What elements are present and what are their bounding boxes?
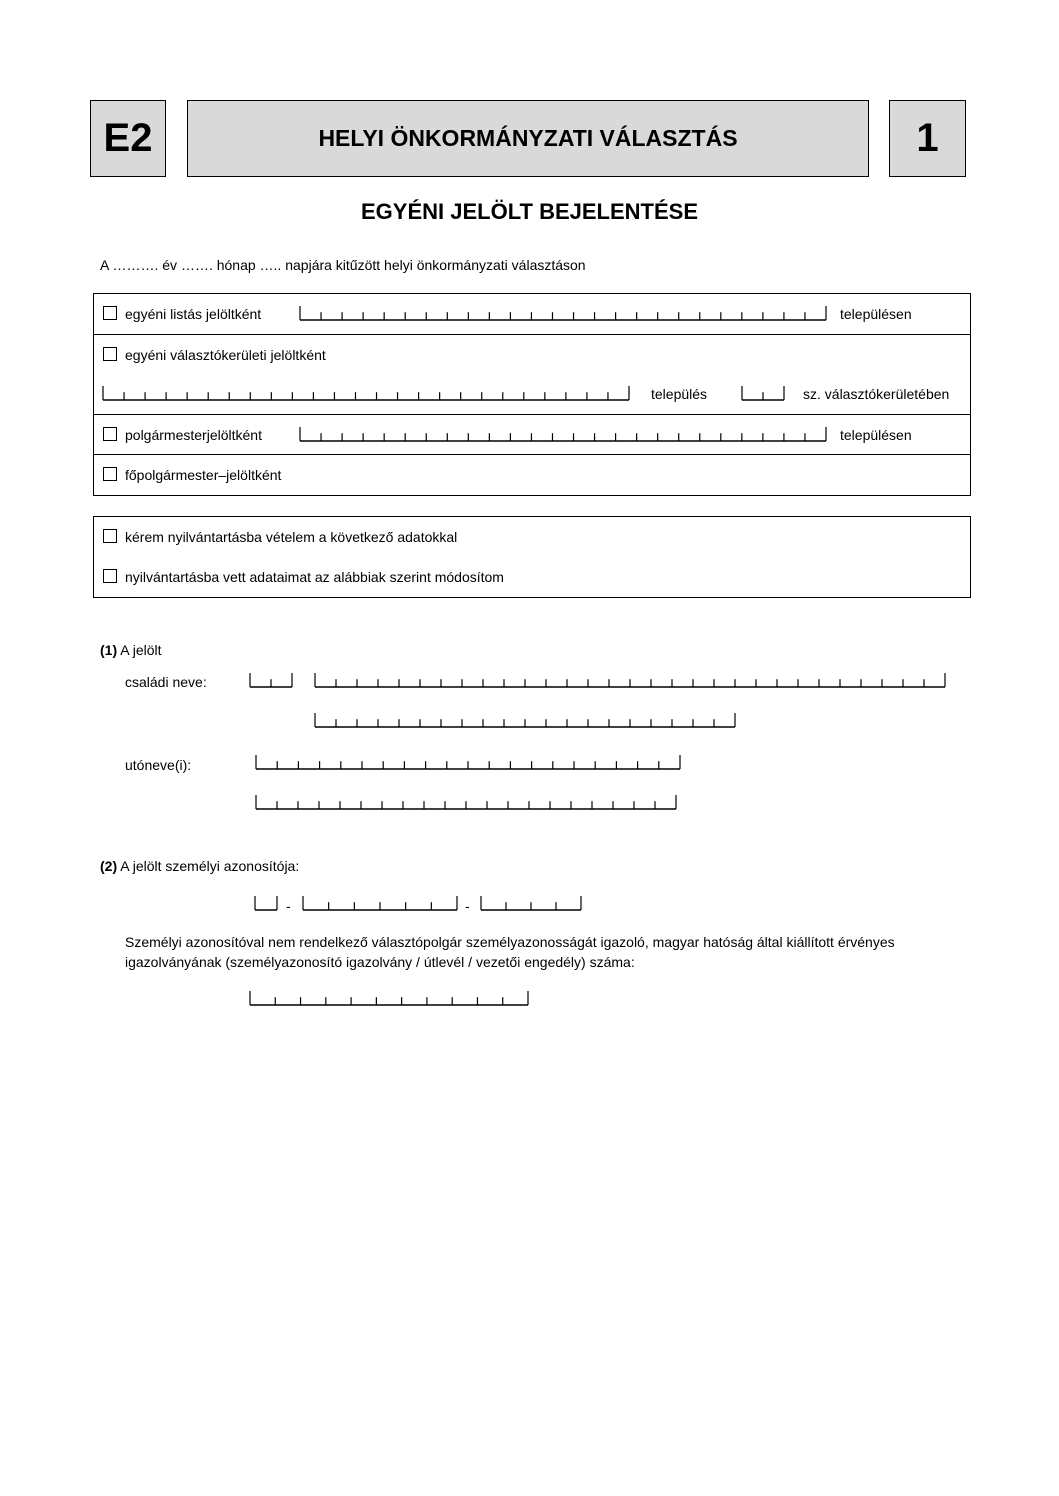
given-names-field-1[interactable] bbox=[255, 754, 681, 770]
district-suffix: sz. választókerületében bbox=[803, 386, 950, 402]
section2-heading bbox=[100, 858, 299, 874]
section2-number: (2) bbox=[100, 858, 118, 874]
id-dash-2: - bbox=[465, 898, 470, 914]
district-settlement-field[interactable] bbox=[102, 385, 630, 401]
list-candidate-label: egyéni listás jelöltként bbox=[125, 306, 262, 322]
intro-a: A bbox=[100, 257, 109, 273]
id-document-note: Személyi azonosítóval nem rendelkező választópolgár személyazonosságát igazoló, magyar hatóság által kiállított érvényes bbox=[125, 934, 895, 950]
intro-year: év bbox=[162, 257, 178, 273]
list-settlement-field[interactable] bbox=[299, 305, 827, 321]
id-part3-field[interactable] bbox=[480, 895, 582, 911]
lord-mayor-candidate-label: főpolgármester–jelöltként bbox=[125, 467, 282, 483]
district-candidate-label: egyéni választókerületi jelöltként bbox=[125, 347, 326, 363]
section2-title: A jelölt személyi azonosítója: bbox=[120, 858, 300, 874]
modify-label: nyilvántartásba vett adataimat az alábbiak szerint módosítom bbox=[125, 569, 504, 585]
section1-number: (1) bbox=[100, 642, 118, 658]
modify-checkbox[interactable] bbox=[103, 569, 117, 583]
family-name-field-2[interactable] bbox=[314, 712, 736, 728]
mayor-settlement-field[interactable] bbox=[299, 426, 827, 442]
id-dash-1: - bbox=[286, 898, 291, 914]
id-part2-field[interactable] bbox=[302, 895, 458, 911]
mayor-settlement-suffix: településen bbox=[840, 427, 912, 443]
id-document-note-2: igazolványának (személyazonosító igazolvány / útlevél / vezetői engedély) száma: bbox=[125, 954, 635, 970]
id-part1-field[interactable] bbox=[254, 895, 278, 911]
family-name-field-1[interactable] bbox=[314, 672, 946, 688]
family-name-label: családi neve: bbox=[125, 674, 207, 690]
section1-heading bbox=[100, 642, 162, 658]
register-label: kérem nyilvántartásba vételem a következő adatokkal bbox=[125, 529, 458, 545]
id-document-number-field[interactable] bbox=[249, 990, 529, 1006]
divider bbox=[93, 334, 971, 335]
form-subtitle: EGYÉNI JELÖLT BEJELENTÉSE bbox=[361, 199, 698, 224]
year-blank[interactable]: ………. bbox=[112, 257, 159, 273]
intro-month: hónap bbox=[216, 257, 256, 273]
name-prefix-field[interactable] bbox=[249, 672, 293, 688]
district-candidate-checkbox[interactable] bbox=[103, 347, 117, 361]
month-blank[interactable]: ……. bbox=[180, 257, 213, 273]
list-settlement-suffix: településen bbox=[840, 306, 912, 322]
list-candidate-checkbox[interactable] bbox=[103, 306, 117, 320]
intro-rest: napjára kitűzött helyi önkormányzati választáson bbox=[285, 257, 586, 273]
lord-mayor-candidate-checkbox[interactable] bbox=[103, 467, 117, 481]
form-title-box bbox=[187, 100, 869, 177]
given-names-label: utóneve(i): bbox=[125, 757, 192, 773]
divider bbox=[93, 414, 971, 415]
form-code-box bbox=[90, 100, 166, 177]
page-number-box bbox=[889, 100, 966, 177]
form-title: HELYI ÖNKORMÁNYZATI VÁLASZTÁS bbox=[318, 125, 738, 151]
given-names-field-2[interactable] bbox=[255, 794, 677, 810]
district-number-field[interactable] bbox=[741, 385, 785, 401]
form-code: E2 bbox=[103, 116, 153, 160]
day-blank[interactable]: ….. bbox=[259, 257, 282, 273]
mayor-candidate-checkbox[interactable] bbox=[103, 427, 117, 441]
mayor-candidate-label: polgármesterjelöltként bbox=[125, 427, 262, 443]
page-number: 1 bbox=[916, 116, 939, 160]
district-settlement-word: település bbox=[651, 386, 708, 402]
divider bbox=[93, 454, 971, 455]
section1-title: A jelölt bbox=[120, 642, 162, 658]
intro-line bbox=[100, 257, 586, 273]
register-checkbox[interactable] bbox=[103, 529, 117, 543]
